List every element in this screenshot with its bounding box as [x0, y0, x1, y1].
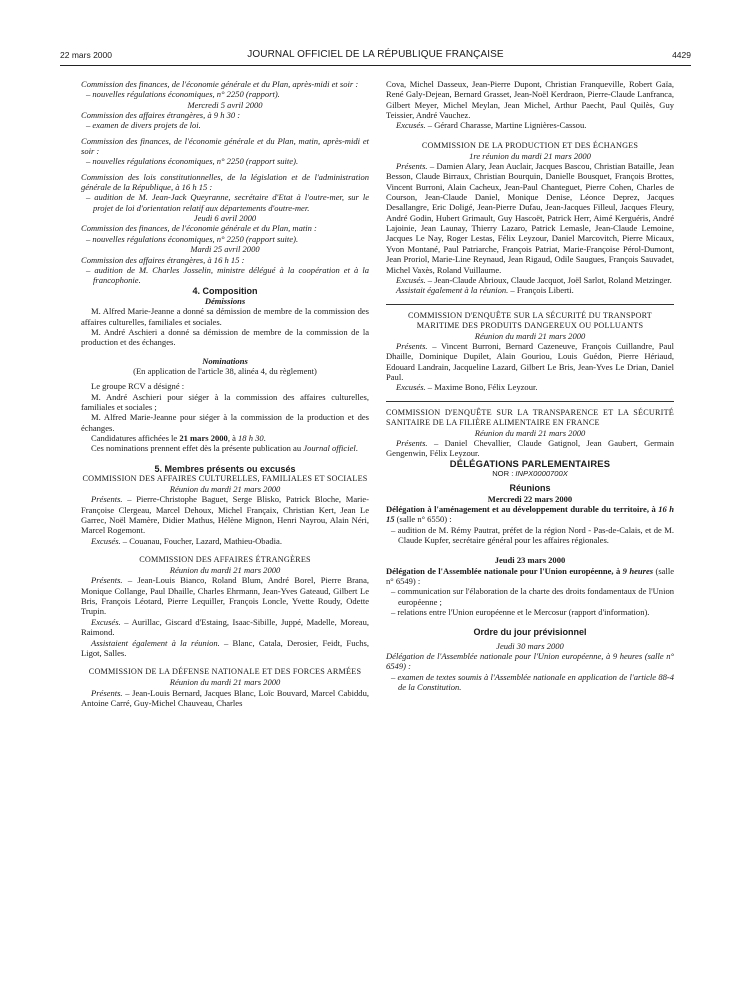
meeting-date: Mercredi 22 mars 2000: [487, 493, 573, 504]
agenda-date: Jeudi 6 avril 2000: [193, 213, 257, 224]
paragraph: M. André Aschieri a donné sa démission de membre de la commission de la production et des échanges.: [81, 326, 369, 348]
agenda-item: Délégation à l'aménagement et au développement durable du territoire, à 16 h 15 (salle n° 6550) :: [386, 504, 674, 525]
agenda-item: Commission des affaires étrangères, à 9 h 30 :: [81, 110, 241, 121]
agenda-item: Commission des affaires étrangères, à 16 h 15 :: [81, 254, 245, 265]
agenda-item: Commission des lois constitutionnelles, de la législation et de l'administration générale de la République, à 16 h 15 :: [81, 171, 369, 193]
section-heading: 5. Membres présents ou excusés: [154, 463, 296, 474]
header-rule: [60, 65, 691, 66]
paragraph: Candidatures affichées le 21 mars 2000, à 18 h 30.: [91, 433, 266, 443]
attendance-also: Assistait également à la réunion. – François Liberti.: [396, 285, 574, 296]
commission-heading: COMMISSION D'ENQUÊTE SUR LA SÉCURITÉ DU TRANSPORT MARITIME DES PRODUITS DANGEREUX OU POLLUANTS: [408, 310, 652, 330]
agenda-date: Mercredi 5 avril 2000: [187, 99, 263, 110]
agenda-detail: – communication sur l'élaboration de la charte des droits fondamentaux de l'Union européenne ;: [391, 586, 674, 607]
meeting-date: Réunion du mardi 21 mars 2000: [474, 330, 586, 341]
paragraph: M. André Aschieri pour siéger à la commission des affaires culturelles, familiales et sociales ;: [81, 391, 369, 412]
agenda-detail: – audition de M. Charles Josselin, ministre délégué à la coopération et à la francophonie.: [86, 264, 369, 286]
commission-heading: COMMISSION D'ENQUÊTE SUR LA TRANSPARENCE ET LA SÉCURITÉ SANITAIRE DE LA FILIÈRE ALIMENTAIRE EN FRANCE: [386, 407, 674, 427]
attendance-excused: Excusés. – Gérard Charasse, Martine Lignières-Cassou.: [396, 120, 587, 131]
attendance-present: Présents. – Daniel Chevallier, Claude Gatignol, Jean Gaubert, Germain Gengenwin, Félix Leyzour.: [386, 437, 674, 459]
paragraph: Le groupe RCV a désigné :: [91, 381, 185, 392]
attendance-present: Cova, Michel Dasseux, Jean-Pierre Dupont, Christian Franqueville, Robert Gaïa, René Galy-Dejean, Bernard Grasset, Jean-Noël Kerdraon, Pierre-Claude Lanfranca, Gilbert Meyer, Michel Meylan, Jean Michel, Arthur Paecht, Paul Quilès, Guy Teissier, André Vauchez.: [386, 79, 674, 121]
right-column: [386, 79, 674, 693]
meeting-date: Jeudi 30 mars 2000: [496, 640, 564, 651]
attendance-present: Présents. – Jean-Louis Bernard, Jacques Blanc, Loïc Bouvard, Marcel Cabiddu, Antoine Carré, Guy-Michel Chauveau, Charles: [81, 687, 369, 708]
left-column: [81, 79, 369, 708]
header-date: 22 mars 2000: [60, 50, 112, 60]
attendance-excused: Excusés. – Maxime Bono, Félix Leyzour.: [396, 382, 538, 393]
meeting-date: Réunion du mardi 21 mars 2000: [169, 677, 281, 688]
meeting-date: Réunion du mardi 21 mars 2000: [169, 565, 281, 576]
agenda-detail: – relations entre l'Union européenne et le Mercosur (rapport d'information).: [391, 607, 650, 618]
meeting-date: Réunion du mardi 21 mars 2000: [169, 484, 281, 495]
subsection-heading: Nominations: [202, 355, 248, 366]
attendance-present: Présents. – Jean-Louis Bianco, Roland Blum, André Borel, Pierre Brana, Monique Collange, Paul Dhaille, Charles Ehrmann, Jean-Yves Gateaud, Gilbert Le Bris, François Léotard, Pierre Lequiller, François Loncle, Yvette Roudy, Odette Trupin.: [81, 575, 369, 617]
commission-heading: COMMISSION DES AFFAIRES ÉTRANGÈRES: [139, 555, 311, 565]
section-heading: 4. Composition: [192, 285, 258, 296]
meeting-date: Jeudi 23 mars 2000: [494, 555, 566, 566]
subsection-heading: Réunions: [509, 483, 551, 494]
attendance-present: Présents. – Pierre-Christophe Baguet, Serge Blisko, Patrick Bloche, Marie-Françoise Clergeau, Marcel Dehoux, Michel Françaix, Christian Kert, Jean Le Garrec, Noël Mamère, Didier Mathus, Hélène Mignon, Henri Nayrou, Alain Néri, Marcel Rogemont.: [81, 494, 369, 536]
paragraph: M. Alfred Marie-Jeanne a donné sa démission de membre de la commission des affaires culturelles, familiales et sociales.: [81, 306, 369, 327]
agenda-item: Commission des finances, de l'économie générale et du Plan, après-midi et soir :: [81, 79, 359, 89]
section-divider: [386, 401, 674, 402]
agenda-detail: – audition de M. Rémy Pautrat, préfet de la région Nord - Pas-de-Calais, et de M. Claude Kupfer, secrétaire général pour les affaires régionales.: [391, 524, 674, 546]
journal-title: JOURNAL OFFICIEL DE LA RÉPUBLIQUE FRANÇAISE: [247, 49, 504, 60]
paragraph: M. Alfred Marie-Jeanne pour siéger à la commission de la production et des échanges.: [81, 412, 369, 433]
meeting-date: 1re réunion du mardi 21 mars 2000: [469, 150, 591, 161]
subsection-heading: Démissions: [204, 295, 246, 306]
agenda-item: Délégation de l'Assemblée nationale pour l'Union européenne, à 9 heures (salle n° 6549) :: [386, 651, 674, 672]
subsection-heading: Ordre du jour prévisionnel: [473, 627, 587, 638]
paragraph: (En application de l'article 38, alinéa 4, du règlement): [133, 365, 317, 376]
commission-heading: COMMISSION DES AFFAIRES CULTURELLES, FAMILIALES ET SOCIALES: [82, 474, 368, 484]
section-heading: DÉLÉGATIONS PARLEMENTAIRES: [449, 457, 611, 469]
attendance-present: Présents. – Damien Alary, Jean Auclair, Jacques Bascou, Christian Bataille, Jean Besson, Claude Birraux, Christian Bourquin, Danielle Bousquet, François Brottes, Vincent Burroni, Alain Cacheux, Jean-Paul Chanteguet, Pierre Cohen, Charles de Courson, Jean-Claude Daniel, Monique Denise, Léonce Deprez, Jacques Desallangre, Eric Doligé, Jean-Pierre Dufau, Jean-Jacques Filleul, Jacques Fleury, André Godin, Hubert Grimault, Guy Hascoët, Patrick Herr, Aimé Kerguéris, André Lajoinie, Jean Launay, Thierry Lazaro, Patrick Lemasle, Jean-Claude Lemoine, Jacques Le Nay, Roger Lestas, Félix Leyzour, Daniel Marcovitch, Pierre Micaux, Yvon Montané, Paul Patriarche, François Patriat, Marie-Françoise Pérol-Dumont, Jean Proriol, Marie-Line Reynaud, Jean Rigaud, Odile Saugues, François Sauvadet, Michel Vaxès, Roland Vuillaume.: [386, 161, 674, 275]
attendance-excused: Excusés. – Aurillac, Giscard d'Estaing, Isaac-Sibille, Juppé, Madelle, Moreau, Raimond.: [81, 616, 369, 638]
page-header: [60, 50, 691, 66]
paragraph: Ces nominations prennent effet dès la présente publication au Journal officiel.: [91, 443, 358, 454]
page-number: 4429: [672, 50, 691, 60]
agenda-date: Mardi 25 avril 2000: [190, 244, 260, 255]
agenda-detail: – examen de textes soumis à l'Assemblée nationale en application de l'article 88-4 de la Constitution.: [391, 671, 674, 693]
agenda-item: Commission des finances, de l'économie générale et du Plan, matin :: [81, 223, 317, 234]
agenda-detail: – nouvelles régulations économiques, n° 2250 (rapport suite).: [86, 156, 299, 167]
attendance-excused: Excusés. – Jean-Claude Abrioux, Claude Jacquot, Joël Sarlot, Roland Metzinger.: [396, 274, 672, 285]
attendance-excused: Excusés. – Couanau, Foucher, Lazard, Mathieu-Obadia.: [91, 535, 282, 546]
attendance-present: Présents. – Vincent Burroni, Bernard Cazeneuve, François Cuillandre, Paul Dhaille, Dominique Dupilet, Alain Gouriou, Louis Guédon, Pierre Hériaud, Edouard Landrain, Jacqueline Lazard, Gilbert Le Bris, Jean-Yves Le Drian, Daniel Paul.: [386, 340, 674, 382]
attendance-also: Assistaient également à la réunion. – Blanc, Catala, Derosier, Feidt, Fuchs, Ligot, Salles.: [81, 637, 369, 658]
meeting-date: Réunion du mardi 21 mars 2000: [474, 427, 586, 438]
agenda-item: Délégation de l'Assemblée nationale pour l'Union européenne, à 9 heures (salle n° 6549) :: [386, 565, 675, 587]
agenda-detail: – examen de divers projets de loi.: [86, 120, 201, 131]
agenda-detail: – audition de M. Jean-Jack Queyranne, secrétaire d'Etat à l'outre-mer, sur le projet de loi d'orientation relatif aux départements d'outre-mer.: [86, 192, 369, 213]
nor-reference: NOR : INPX0000700X: [492, 468, 568, 478]
agenda-detail: – nouvelles régulations économiques, n° 2250 (rapport suite).: [86, 233, 299, 244]
section-divider: [386, 304, 674, 305]
agenda-item: Commission des finances, de l'économie générale et du Plan, matin, après-midi et soir :: [81, 135, 369, 157]
commission-heading: COMMISSION DE LA PRODUCTION ET DES ÉCHANGES: [421, 140, 639, 150]
commission-heading: COMMISSION DE LA DÉFENSE NATIONALE ET DES FORCES ARMÉES: [88, 667, 362, 677]
agenda-detail: – nouvelles régulations économiques, n° 2250 (rapport).: [86, 89, 280, 100]
